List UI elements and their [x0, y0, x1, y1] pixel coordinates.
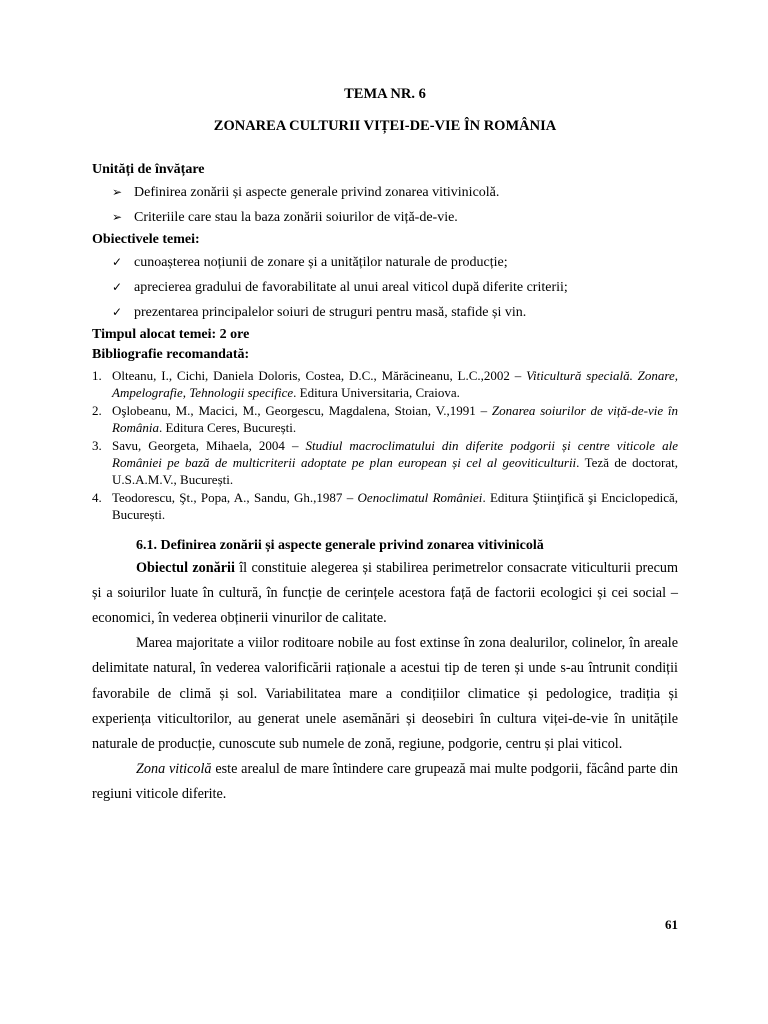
paragraph-viticultural-zone: Zona viticolă este arealul de mare întindere care grupează mai multe podgorii, făcând parte din regiuni viticole diferite.: [92, 761, 679, 803]
bibliography-item: 4. Teodorescu, Şt., Popa, A., Sandu, Gh.,1987 – Oenoclimatul României. Editura Ştiinţifică şi Enciclopedică, București.: [92, 489, 678, 523]
list-item: ➢ Definirea zonării și aspecte generale privind zonarea vitivinicolă.: [92, 180, 678, 205]
check-bullet-icon: ✓: [112, 280, 123, 294]
check-bullet-icon: ✓: [112, 255, 123, 269]
bibliography-item: 3. Savu, Georgeta, Mihaela, 2004 – Studiul macroclimatului din diferite podgorii și centre viticole ale României pe bază de multicriterii adoptate pe plan european și cel al geoviticulturii. Teză de doctorat, U.S.A.M.V., București.: [92, 437, 679, 488]
arrow-bullet-icon: ➢: [112, 185, 123, 199]
bibliography-item: 1. Olteanu, I., Cichi, Daniela Doloris, Costea, D.C., Mărăcineanu, L.C.,2002 – Viticultură specială. Zonare, Ampelografie, Tehnologii specifice. Editura Universitaria, Craiova.: [92, 368, 678, 401]
theme-number: TEMA NR. 6: [344, 86, 426, 102]
section-heading: 6.1. Definirea zonării și aspecte generale privind zonarea vitivinicolă: [136, 537, 544, 553]
paragraph-vineyards: Marea majoritate a viilor roditoare nobile au fost extinse în zona dealurilor, colinelor, în areale delimitate natural, în vederea valorificării raționale a acestui tip de teren și unde s-au întrunit condiții favorabile de climă și sol. Variabilitatea mare a condițiilor climatice și pedologice, tradiția și experiența viticultorilor, au generat unele asemănări și deosebiri în cultura viței-de-vie în unitățile naturale de producție, cunoscute sub numele de zonă, regiune, podgorie, centru și plai viticol.: [92, 635, 678, 753]
bibliography-item: 2. Oşlobeanu, M., Macici, M., Georgescu, Magdalena, Stoian, V.,1991 – Zonarea soiurilor de viță-de-vie în România. Editura Ceres, București.: [92, 402, 678, 436]
learning-units-heading: Unități de învățare: [92, 162, 205, 177]
page-content: [92, 84, 678, 808]
allotted-time: Timpul alocat temei: 2 ore: [92, 327, 250, 342]
check-bullet-icon: ✓: [112, 305, 123, 319]
paragraph-zoning-object: Obiectul zonării îl constituie alegerea și stabilirea perimetrelor consacrate viticulturii precum și a soiurilor luate în cultură, în funcție de cerințele acestora față de factorii ecologici și cei social – economici, în vederea obținerii vinurilor de calitate.: [92, 559, 678, 627]
list-item: ➢ Criteriile care stau la baza zonării soiurilor de viță-de-vie.: [92, 205, 678, 230]
bibliography-list: [92, 367, 678, 524]
bibliography-heading: Bibliografie recomandată:: [92, 347, 250, 362]
objectives-heading: Obiectivele temei:: [92, 232, 200, 247]
list-item: ✓ prezentarea principalelor soiuri de struguri pentru masă, stafide și vin.: [92, 300, 678, 325]
objectives-list: [92, 250, 678, 325]
list-item: ✓ aprecierea gradului de favorabilitate al unui areal viticol după diferite criterii;: [92, 275, 678, 300]
page-number: 61: [665, 917, 678, 932]
arrow-bullet-icon: ➢: [112, 210, 123, 224]
learning-units-list: [92, 180, 678, 230]
page-title: ZONAREA CULTURII VIȚEI-DE-VIE ÎN ROMÂNIA: [213, 118, 557, 134]
list-item: ✓ cunoașterea noțiunii de zonare și a unităților naturale de producție;: [92, 250, 678, 275]
